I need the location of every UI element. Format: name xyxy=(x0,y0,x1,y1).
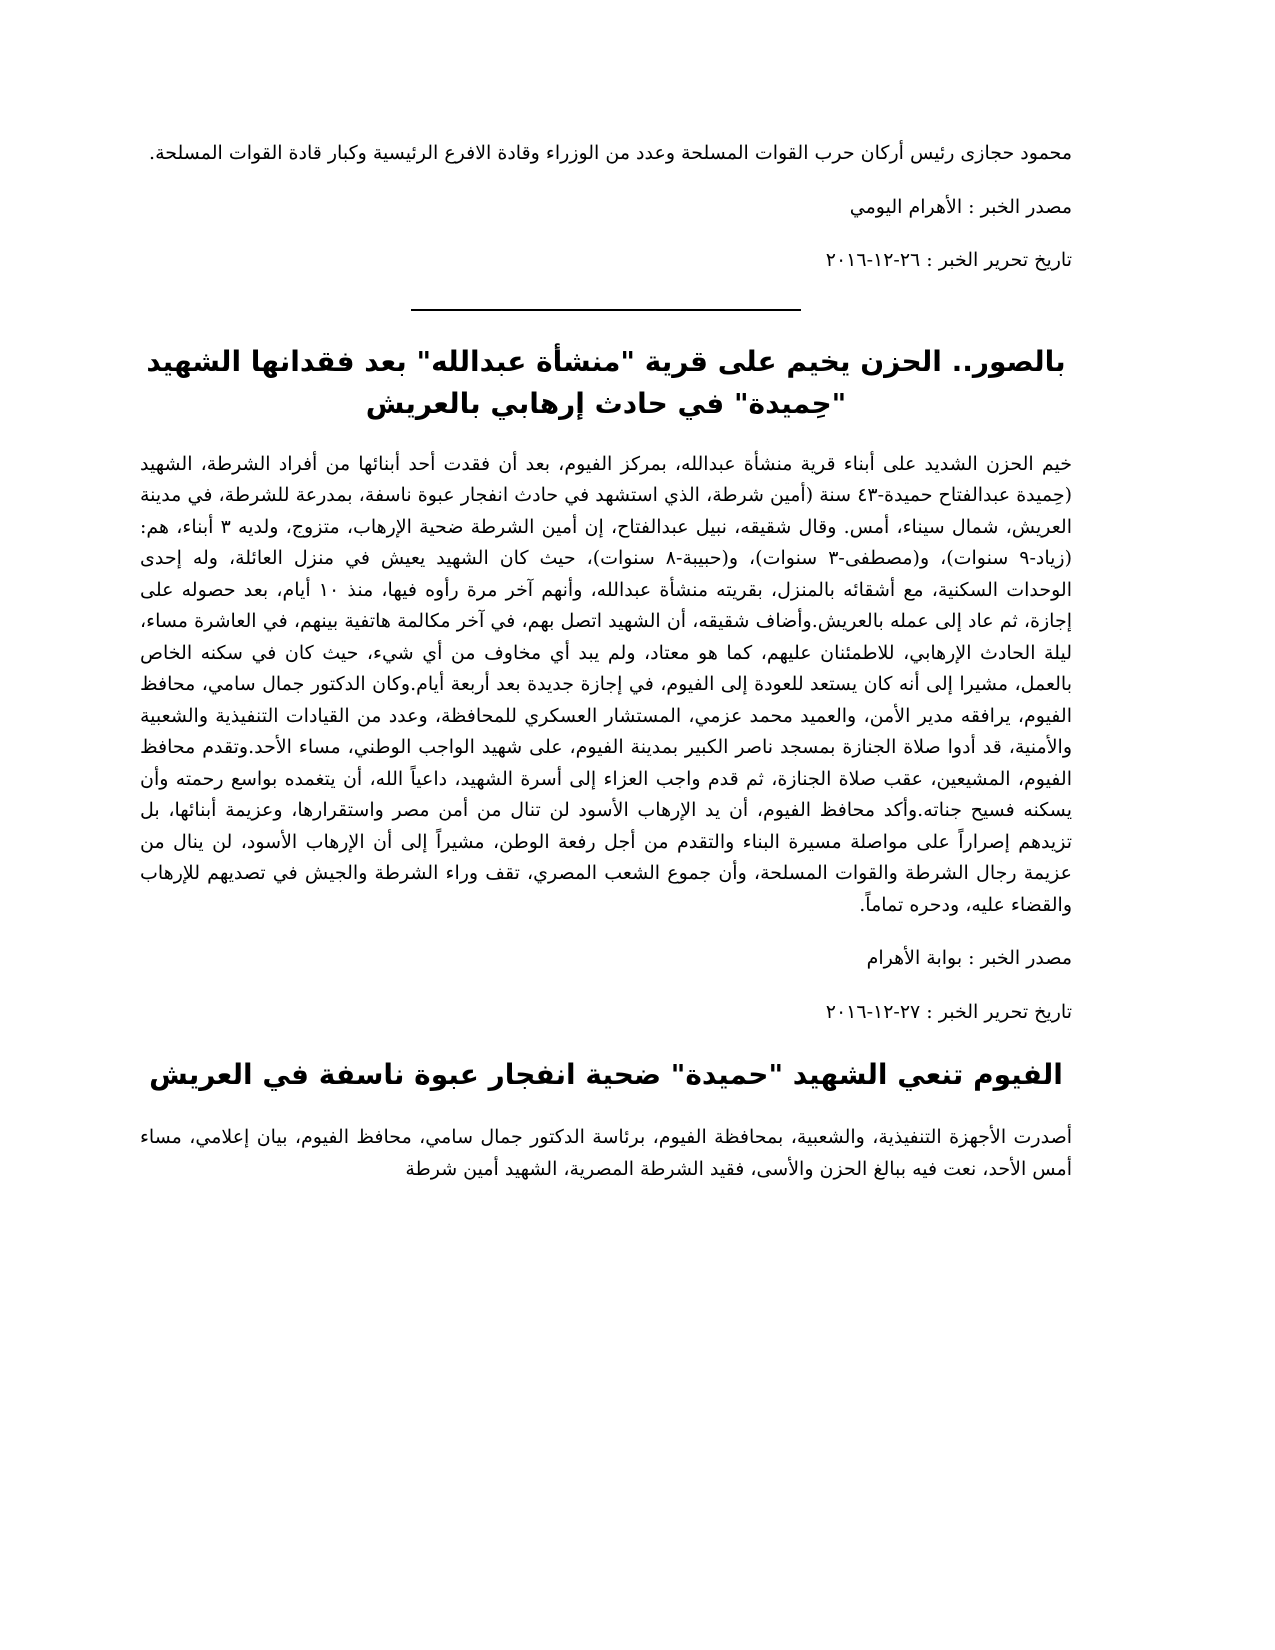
article1-date-line: تاريخ تحرير الخبر : ٢٧-١٢-٢٠١٦ xyxy=(825,1000,1072,1023)
article1-headline: بالصور.. الحزن يخيم على قرية "منشأة عبدالله" بعد فقدانها الشهيد "حِميدة" في حادث إرهابي بالعريش xyxy=(146,344,1066,420)
article1-source-line: مصدر الخبر : بوابة الأهرام xyxy=(866,947,1072,969)
intro-paragraph: محمود حجازى رئيس أركان حرب القوات المسلحة وعدد من الوزراء وقادة الافرع الرئيسية وكبار قادة القوات المسلحة. xyxy=(149,142,1072,164)
intro-date-line: تاريخ تحرير الخبر : ٢٦-١٢-٢٠١٦ xyxy=(825,249,1072,271)
intro-source-line: مصدر الخبر : الأهرام اليومي xyxy=(849,195,1072,218)
document-page xyxy=(140,138,1072,1185)
article2-body: أصدرت الأجهزة التنفيذية، والشعبية، بمحافظة الفيوم، برئاسة الدكتور جمال سامي، محافظ الفيوم، بيان إعلامي، مساء أمس الأحد، نعت فيه ببالغ الحزن والأسى، فقيد الشرطة المصرية، الشهيد أمين شرطة xyxy=(140,1126,1072,1180)
section-divider xyxy=(411,309,801,311)
article1-body: خيم الحزن الشديد على أبناء قرية منشأة عبدالله، بمركز الفيوم، بعد أن فقدت أحد أبنائها من أفراد الشرطة، الشهيد (حِميدة عبدالفتاح حميدة-٤٣ سنة (أمين شرطة، الذي استشهد في حادث انفجار عبوة ناسفة، بمدرعة للشرطة، في مدينة العريش، شمال سيناء، أمس. وقال شقيقه، نبيل عبدالفتاح، إن أمين الشرطة ضحية الإرهاب، متزوج، ولديه ٣ أبناء، هم: (زياد-٩ سنوات)، و(مصطفى-٣ سنوات)، و(حبيبة-٨ سنوات)، حيث كان الشهيد يعيش في منزل العائلة، وله إحدى الوحدات السكنية، مع أشقائه بالمنزل، بقريته منشأة عبدالله، وأنهم آخر مرة رأوه فيها، منذ ١٠ أيام، بعد حصوله على إجازة، ثم عاد إلى عمله بالعريش.وأضاف شقيقه، أن الشهيد اتصل بهم، في آخر مكالمة هاتفية بينهم، في العاشرة مساء، ليلة الحادث الإرهابي، للاطمئنان عليهم، كما هو معتاد، ولم يبد أي مخاوف من أي شيء، حيث كان في سكنه الخاص بالعمل، مشيرا إلى أنه كان يستعد للعودة إلى الفيوم، في إجازة جديدة بعد أربعة أيام.وكان الدكتور جمال سامي، محافظ الفيوم، يرافقه مدير الأمن، والعميد محمد عزمي، المستشار العسكري للمحافظة، وعدد من القيادات التنفيذية والشعبية والأمنية، قد أدوا صلاة الجنازة بمسجد ناصر الكبير بمدينة الفيوم، على شهيد الواجب الوطني، مساء الأحد.وتقدم محافظ الفيوم، المشيعين، عقب صلاة الجنازة، ثم قدم واجب العزاء إلى أسرة الشهيد، داعياً الله، أن يتغمده بواسع رحمته وأن يسكنه فسيح جناته.وأكد محافظ الفيوم، أن يد الإرهاب الأسود لن تنال من أمن مصر واستقرارها، وعزيمة أبنائها، بل تزيدهم إصراراً على مواصلة مسيرة البناء والتقدم من أجل رفعة الوطن، مشيراً إلى أن الإرهاب الأسود، لن ينال من عزيمة رجال الشرطة والقوات المسلحة، وأن جموع الشعب المصري، تقف وراء الشرطة والجيش في تصديهم للإرهاب والقضاء عليه، ودحره تماماً. xyxy=(140,452,1073,916)
article2-headline: الفيوم تنعي الشهيد "حميدة" ضحية انفجار عبوة ناسفة في العريش xyxy=(149,1058,1063,1091)
